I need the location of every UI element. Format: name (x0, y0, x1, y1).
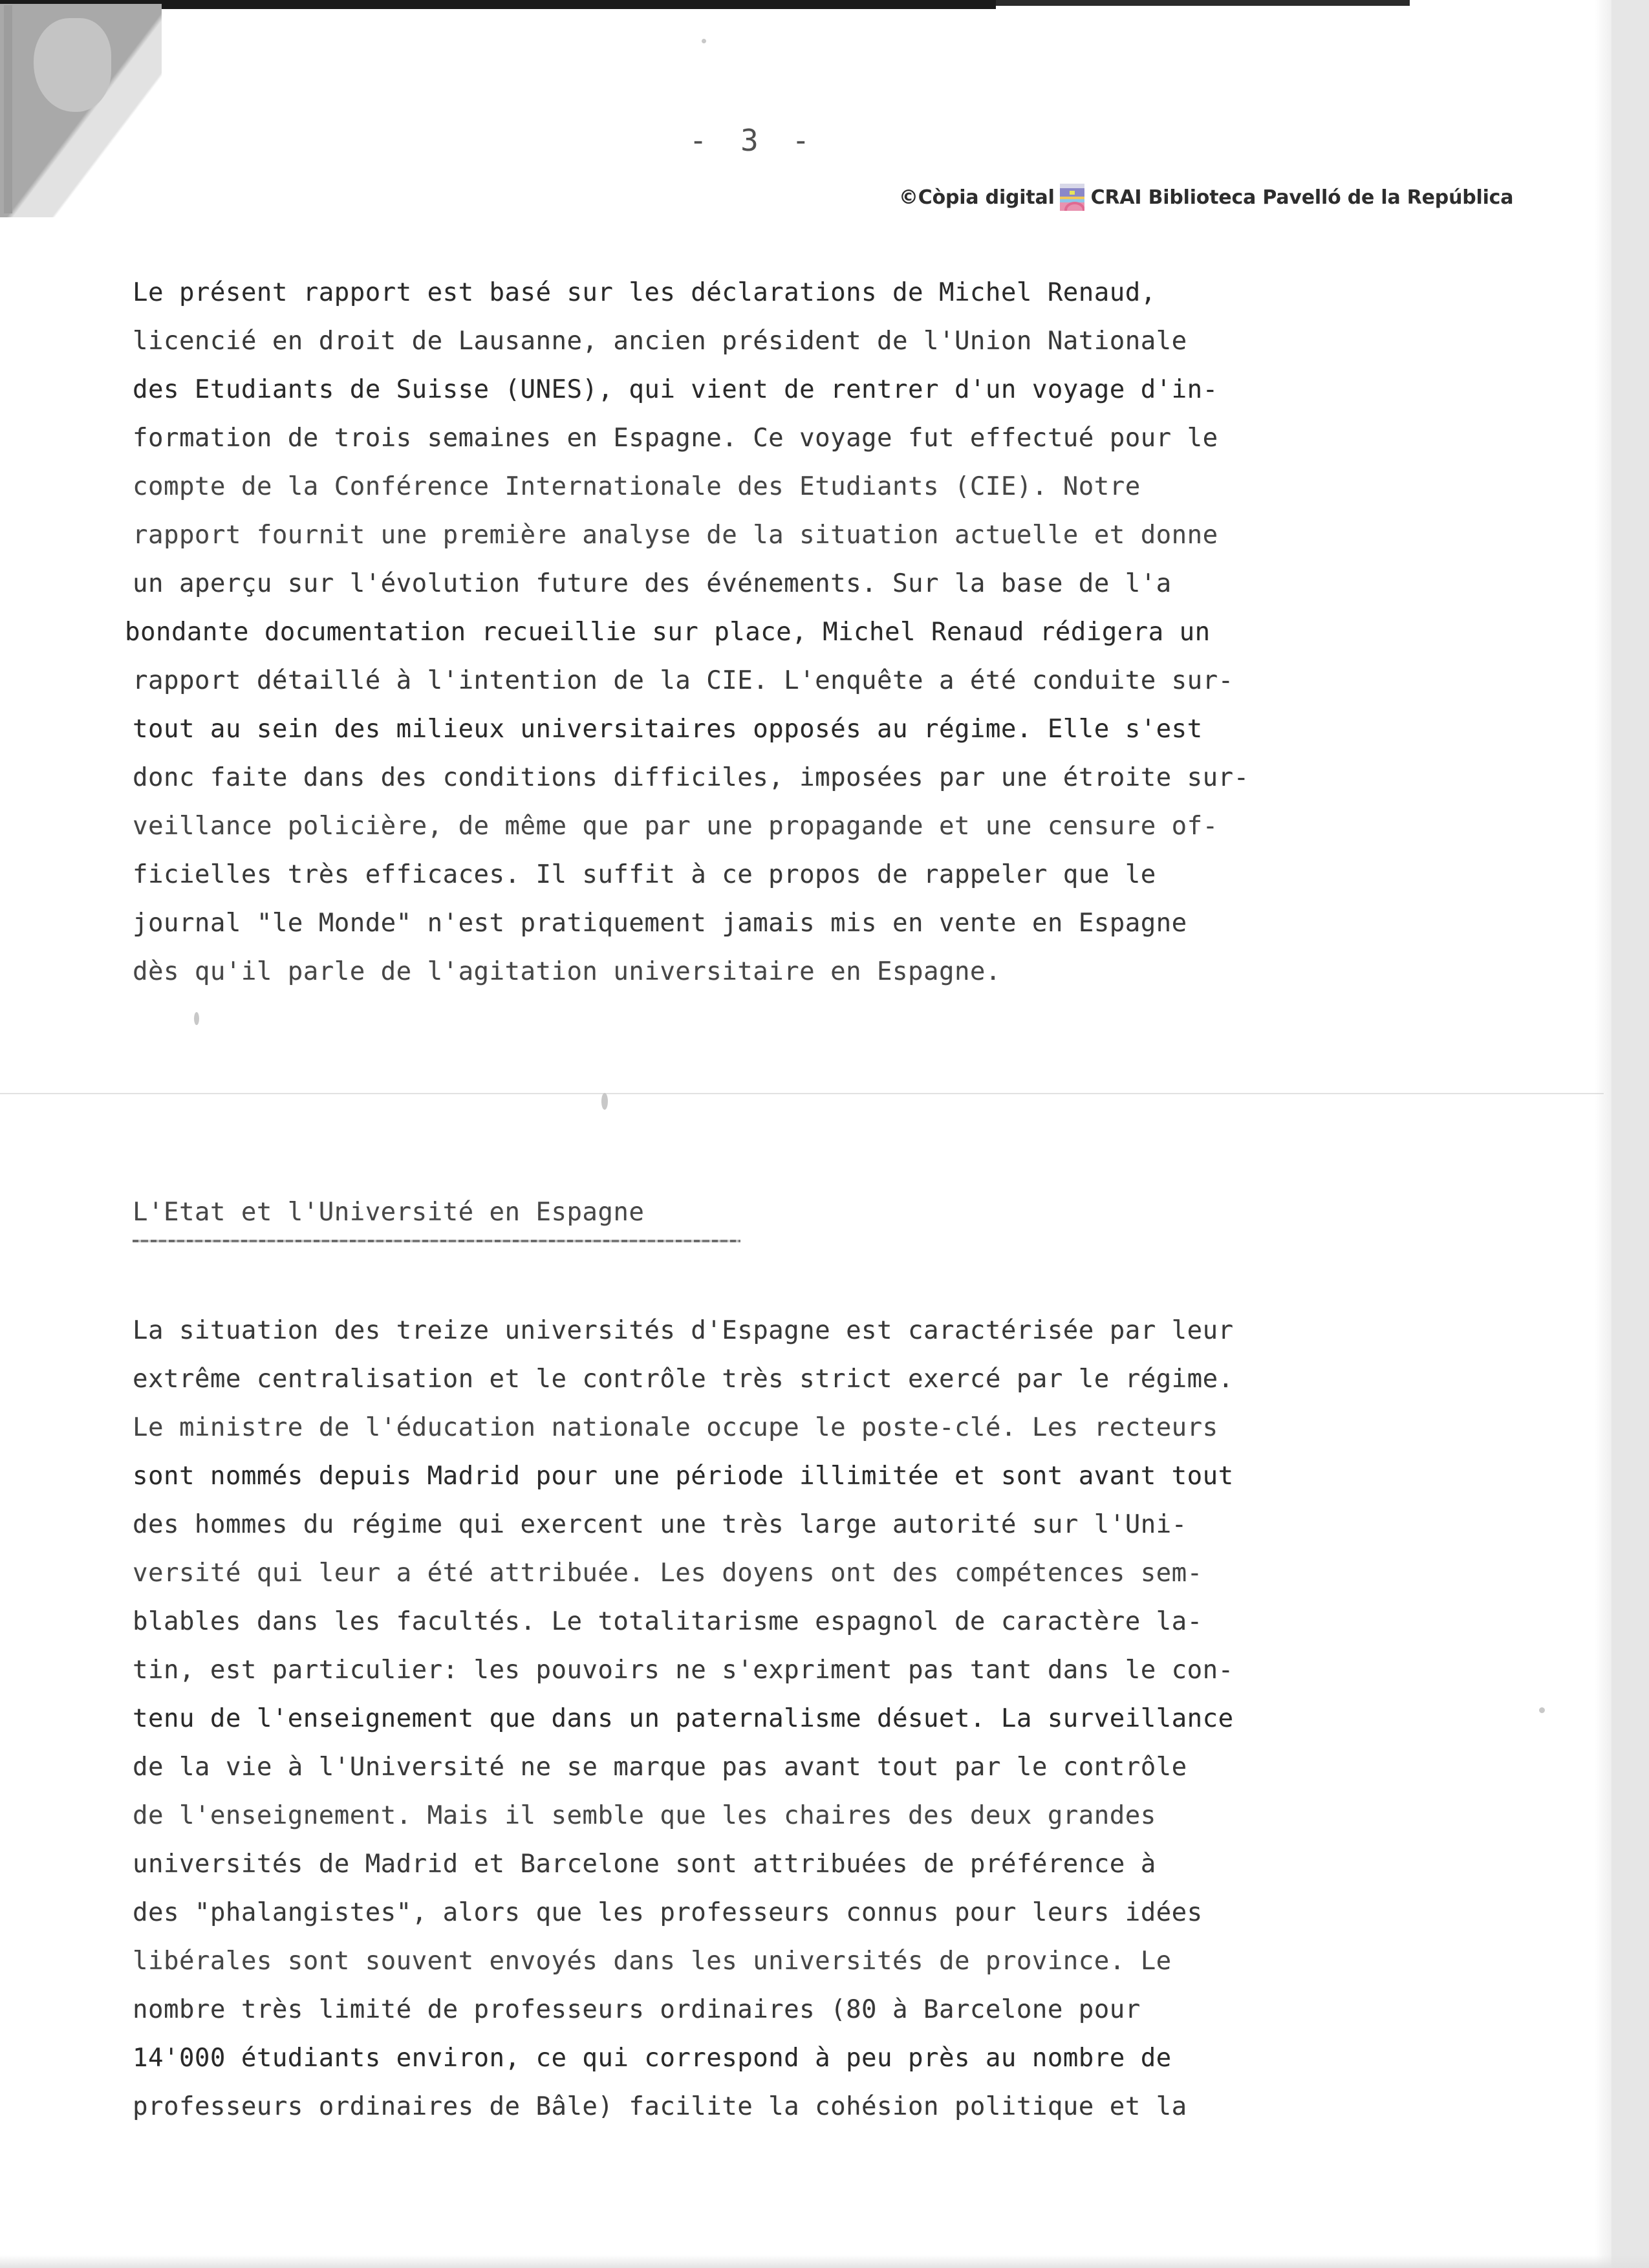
text-line: La situation des treize universités d'Espagne est caractérisée par leur (133, 1316, 1234, 1345)
text-line: universités de Madrid et Barcelone sont attribuées de préférence à (133, 1850, 1156, 1879)
scan-edge-right-band (1611, 0, 1649, 2268)
scan-speck (1539, 1707, 1545, 1713)
crai-library-logo-icon (1060, 184, 1084, 211)
page-number: - 3 - (689, 123, 818, 158)
text-line: extrême centralisation et le contrôle très strict exercé par le régime. (133, 1365, 1234, 1394)
scan-speck (194, 1012, 199, 1025)
text-line: libérales sont souvent envoyés dans les universités de province. Le (133, 1947, 1172, 1976)
text-line: compte de la Conférence Internationale des Etudiants (CIE). Notre (133, 472, 1141, 501)
paragraph-2 (133, 1306, 1503, 2131)
scan-edge-top-bar-secondary (996, 0, 1410, 6)
digital-copy-watermark (899, 184, 1513, 211)
scan-corner-strip (4, 5, 12, 213)
scan-corner-blob (34, 18, 111, 112)
text-line: des hommes du régime qui exercent une très large autorité sur l'Uni- (133, 1510, 1187, 1539)
scan-speck (601, 1093, 608, 1110)
text-line: blables dans les facultés. Le totalitarisme espagnol de caractère la- (133, 1607, 1203, 1636)
text-line: bondante documentation recueillie sur place, Michel Renaud rédigera un (125, 618, 1211, 647)
text-line: de l'enseignement. Mais il semble que les chaires des deux grandes (133, 1801, 1156, 1830)
text-line: rapport fournit une première analyse de la situation actuelle et donne (133, 521, 1218, 550)
text-line: sont nommés depuis Madrid pour une période illimitée et sont avant tout (133, 1462, 1234, 1491)
paragraph-1 (125, 268, 1484, 996)
watermark-institution-text: CRAI Biblioteca Pavelló de la República (1090, 186, 1514, 209)
scan-speck (702, 39, 706, 43)
text-line: nombre très limité de professeurs ordinaires (80 à Barcelone pour (133, 1995, 1141, 2024)
scan-edge-bottom (0, 2255, 1649, 2268)
text-line: professeurs ordinaires de Bâle) facilite la cohésion politique et la (133, 2092, 1187, 2121)
text-line: licencié en droit de Lausanne, ancien président de l'Union Nationale (133, 327, 1187, 356)
text-line: formation de trois semaines en Espagne. Ce voyage fut effectué pour le (133, 424, 1218, 453)
text-line: journal "le Monde" n'est pratiquement jamais mis en vente en Espagne (133, 909, 1187, 938)
text-line: de la vie à l'Université ne se marque pas avant tout par le contrôle (133, 1753, 1187, 1782)
watermark-copyright-text: ©Còpia digital (899, 186, 1055, 209)
section-heading-underline (133, 1240, 740, 1242)
text-line: donc faite dans des conditions difficiles, imposées par une étroite sur- (133, 763, 1249, 792)
text-line: des "phalangistes", alors que les professeurs connus pour leurs idées (133, 1898, 1203, 1927)
text-line: Le ministre de l'éducation nationale occupe le poste-clé. Les recteurs (133, 1413, 1218, 1442)
text-line: rapport détaillé à l'intention de la CIE. L'enquête a été conduite sur- (133, 666, 1234, 695)
text-line: des Etudiants de Suisse (UNES), qui vient de rentrer d'un voyage d'in- (133, 375, 1218, 404)
text-line: veillance policière, de même que par une propagande et une censure of- (133, 812, 1218, 841)
text-line: tout au sein des milieux universitaires opposés au régime. Elle s'est (133, 715, 1203, 744)
text-line: 14'000 étudiants environ, ce qui correspond à peu près au nombre de (133, 2044, 1172, 2073)
text-line: Le présent rapport est basé sur les déclarations de Michel Renaud, (133, 278, 1156, 307)
paper-fold-line (0, 1093, 1604, 1094)
section-heading-block (133, 1193, 973, 1242)
text-line: dès qu'il parle de l'agitation universitaire en Espagne. (133, 957, 1001, 986)
text-line: versité qui leur a été attribuée. Les doyens ont des compétences sem- (133, 1559, 1203, 1588)
text-line: tenu de l'enseignement que dans un paternalisme désuet. La surveillance (133, 1704, 1234, 1733)
section-heading-text: L'Etat et l'Université en Espagne (133, 1198, 645, 1227)
scan-edge-right-feather (1595, 0, 1611, 2268)
text-line: un aperçu sur l'évolution future des événements. Sur la base de l'a (133, 569, 1172, 598)
text-line: ficielles très efficaces. Il suffit à ce propos de rappeler que le (133, 860, 1156, 889)
text-line: tin, est particulier: les pouvoirs ne s'expriment pas tant dans le con- (133, 1656, 1234, 1685)
